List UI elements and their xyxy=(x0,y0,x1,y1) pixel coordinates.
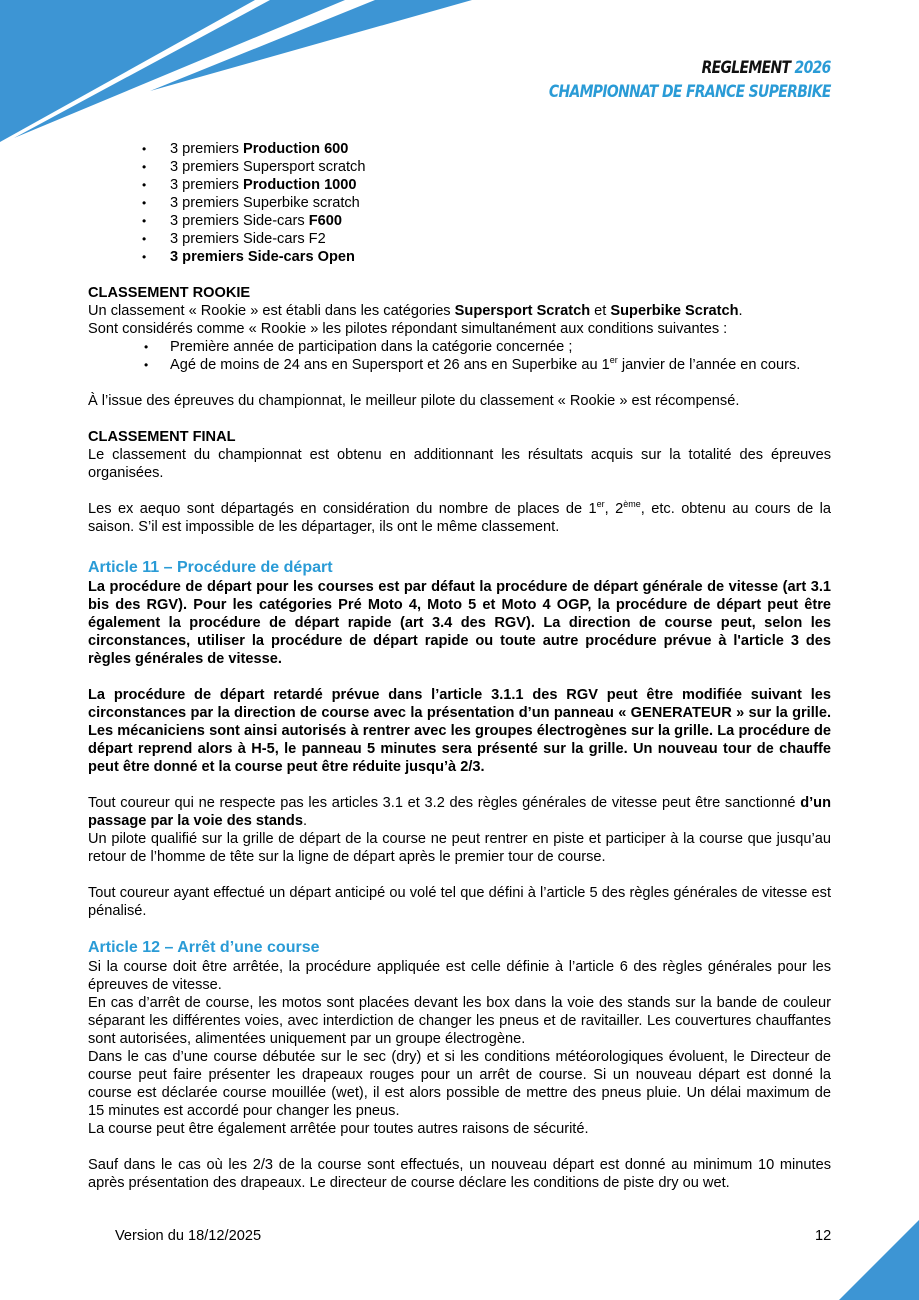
list-item: • 3 premiers Side-cars Open xyxy=(88,248,831,266)
article-11-para-1: La procédure de départ pour les courses est par défaut la procédure de départ générale de vitesse (art 3.1 bis des RGV). Pour les catégories Pré Moto 4, Moto 5 et Moto 4 OGP, la procédure de départ peut être également la procédure de départ rapide (art 3.4 des RGV). La direction de course peut, selon les circonstances, utiliser la procédure de départ rapide ou toute autre procédure prévue à l'article 3 des règles générales de vitesse. xyxy=(88,579,831,667)
list-item: • Agé de moins de 24 ans en Supersport et 26 ans en Superbike au 1er janvier de l’année en cours. xyxy=(88,356,831,374)
article-12-para-1: Si la course doit être arrêtée, la procédure appliquée est celle définie à l’article 6 des règles générales pour les épreuves de vitesse. xyxy=(88,959,831,993)
header-year: 2026 xyxy=(794,58,831,78)
header-subtitle: CHAMPIONNAT DE FRANCE SUPERBIKE xyxy=(549,82,831,102)
article-12-para-4: La course peut être également arrêtée pour toutes autres raisons de sécurité. xyxy=(88,1121,589,1137)
final-para-2: Les ex aequo sont départagés en considération du nombre de places de 1er, 2ème, etc. obtenu au cours de la saison. S’il est impossible de les départager, ils ont le même classement. xyxy=(88,499,831,535)
list-item: • 3 premiers Side-cars F2 xyxy=(88,230,831,248)
page-content xyxy=(88,140,831,1192)
article-12-para-2: En cas d’arrêt de course, les motos sont placées devant les box dans la voie des stands sur la bande de couleur séparant les différentes voies, avec interdiction de changer les pneus et de ravitailler. Les couvertures chauffantes sont autorisées, alimentées uniquement par un groupe électrogène. xyxy=(88,995,831,1047)
rookie-intro-line2: Sont considérés comme « Rookie » les pilotes répondant simultanément aux conditions suivantes : xyxy=(88,321,728,337)
article-12-title: Article 12 – Arrêt d’une course xyxy=(88,939,320,956)
document-header xyxy=(549,56,831,104)
article-11-para-2: La procédure de départ retardé prévue dans l’article 3.1.1 des RGV peut être modifiée suivant les circonstances par la direction de course avec la présentation d’un panneau « GENERATEUR » sur la grille. Les mécaniciens sont ainsi autorisés à rentrer avec les groupes électrogènes sur la grille. La procédure de départ reprend alors à H-5, le panneau 5 minutes sera présenté sur la grille. Un nouveau tour de chauffe peut être donné et la course peut être réduite jusqu’à 2/3. xyxy=(88,687,831,775)
header-stripes-decoration xyxy=(0,0,480,145)
footer-version: Version du 18/12/2025 xyxy=(115,1228,262,1244)
list-item: • 3 premiers Production 600 xyxy=(88,140,831,158)
podium-list xyxy=(88,140,831,266)
rookie-intro: Un classement « Rookie » est établi dans les catégories Supersport Scratch et Superbike Scratch. xyxy=(88,303,743,319)
list-item: • 3 premiers Superbike scratch xyxy=(88,194,831,212)
article-11-para-4: Un pilote qualifié sur la grille de départ de la course ne peut rentrer en piste et participer à la course que jusqu’au retour de l’homme de tête sur la ligne de départ après le premier tour de course. xyxy=(88,831,831,865)
list-item: • 3 premiers Side-cars F600 xyxy=(88,212,831,230)
page-number: 12 xyxy=(815,1228,832,1244)
rookie-heading: CLASSEMENT ROOKIE xyxy=(88,285,251,301)
header-title xyxy=(549,56,831,80)
final-para-1: Le classement du championnat est obtenu en additionnant les résultats acquis sur la totalité des épreuves organisées. xyxy=(88,447,831,481)
final-heading: CLASSEMENT FINAL xyxy=(88,429,236,445)
article-12-para-5: Sauf dans le cas où les 2/3 de la course sont effectués, un nouveau départ est donné au minimum 10 minutes après présentation des drapeaux. Le directeur de course déclare les conditions de piste dry ou wet. xyxy=(88,1157,831,1191)
list-item: • 3 premiers Supersport scratch xyxy=(88,158,831,176)
list-item: • 3 premiers Production 1000 xyxy=(88,176,831,194)
rookie-conditions xyxy=(88,338,831,374)
article-11-para-5: Tout coureur ayant effectué un départ anticipé ou volé tel que défini à l’article 5 des règles générales de vitesse est pénalisé. xyxy=(88,885,831,919)
article-11-title: Article 11 – Procédure de départ xyxy=(88,559,333,576)
article-11-para-3: Tout coureur qui ne respecte pas les articles 3.1 et 3.2 des règles générales de vitesse peut être sanctionné d’un passage par la voie des stands. xyxy=(88,795,831,829)
article-12-para-3: Dans le cas d’une course débutée sur le sec (dry) et si les conditions météorologiques évoluent, le Directeur de course peut faire présenter les drapeaux rouges pour un arrêt de course. Si un nouveau départ est donné la course est déclarée course mouillée (wet), il est alors possible de mettre des pneus pluie. Un délai maximum de 15 minutes est accordé pour changer les pneus. xyxy=(88,1049,831,1119)
rookie-reward: À l’issue des épreuves du championnat, le meilleur pilote du classement « Rookie » est récompensé. xyxy=(88,393,740,409)
header-title-word: REGLEMENT xyxy=(701,58,791,78)
footer-triangle-decoration xyxy=(819,1220,919,1300)
list-item: • Première année de participation dans la catégorie concernée ; xyxy=(88,338,831,356)
